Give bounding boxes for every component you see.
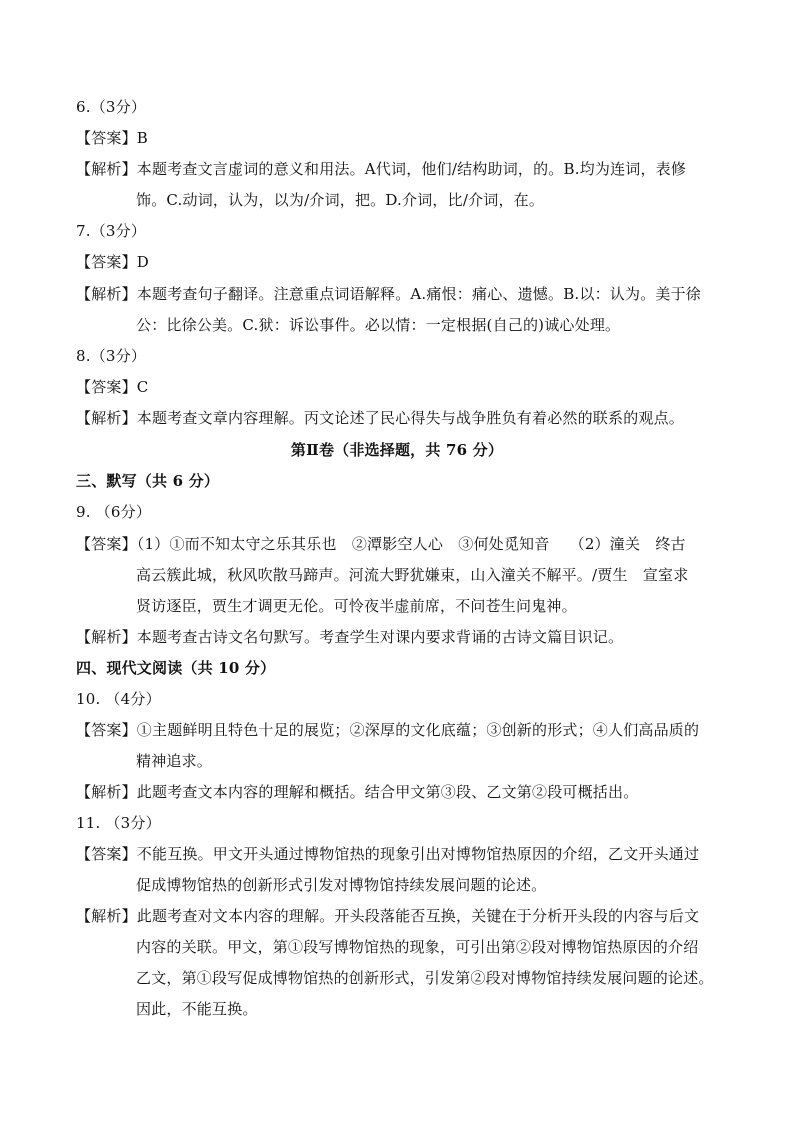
q9-answer-line-2: 高云簇此城，秋风吹散马蹄声。河流大野犹嫌束，山入潼关不解平。/贾生 宣室求 [136, 566, 689, 584]
q7-analysis-line-2: 公：比徐公美。C.狱：诉讼事件。必以情：一定根据(自己的)诚心处理。 [136, 316, 621, 334]
q9-answer-line-1: 【答案】（1）①而不知太守之乐其乐也 ②潭影空人心 ③何处觅知音 （2）潼关 终古 [76, 535, 686, 553]
q11-answer-line-2: 促成博物馆热的创新形式引发对博物馆持续发展问题的论述。 [136, 876, 547, 894]
q8-header: 8.（3分） [76, 347, 147, 365]
q11-header: 11. （3分） [76, 814, 161, 832]
q9-answer-line-3: 贤访逐臣，贾生才调更无伦。可怜夜半虚前席，不问苍生问鬼神。 [136, 597, 577, 615]
q11-analysis-line-2: 内容的关联。甲文，第①段写博物馆热的现象，可引出第②段对博物馆热原因的介绍 [136, 938, 699, 956]
q11-analysis-line-4: 因此，不能互换。 [136, 1000, 258, 1018]
q10-analysis-line-1: 【解析】此题考查文本内容的理解和概括。结合甲文第③段、乙文第②段可概括出。 [76, 783, 639, 801]
q6-answer: 【答案】B [76, 129, 149, 147]
q11-analysis-line-1: 【解析】此题考查对文本内容的理解。开头段落能否互换，关键在于分析开头段的内容与后文 [76, 907, 700, 925]
q7-answer: 【答案】D [76, 253, 150, 271]
q6-header: 6.（3分） [76, 98, 147, 116]
q9-header: 9. （6分） [76, 503, 152, 521]
q10-answer-line-1: 【答案】①主题鲜明且特色十足的展览；②深厚的文化底蕴；③创新的形式；④人们高品质的 [76, 721, 700, 739]
q7-header: 7.（3分） [76, 222, 147, 240]
q10-header: 10. （4分） [76, 690, 161, 708]
q6-analysis-line-1: 【解析】本题考查文言虚词的意义和用法。A代词，他们/结构助词，的。B.均为连词，表修 [76, 160, 687, 178]
q7-analysis-line-1: 【解析】本题考查句子翻译。注意重点词语解释。A.痛恨：痛心、遗憾。B.以：认为。美于徐 [76, 285, 701, 303]
q9-analysis-line-1: 【解析】本题考查古诗文名句默写。考查学生对课内要求背诵的古诗文篇目识记。 [76, 628, 624, 646]
q11-analysis-line-3: 乙文，第①段写促成博物馆热的创新形式，引发第②段对博物馆持续发展问题的论述。 [136, 969, 714, 987]
section-4-heading: 四、现代文阅读（共 10 分） [76, 659, 276, 677]
q6-analysis-line-2: 饰。C.动词，认为，以为/介词，把。D.介词，比/介词，在。 [136, 191, 545, 209]
section-3-heading: 三、默写（共 6 分） [76, 472, 220, 490]
volume-title: 第Ⅱ卷（非选择题，共 76 分） [290, 441, 504, 459]
q10-answer-line-2: 精神追求。 [136, 752, 213, 770]
q8-answer: 【答案】C [76, 378, 149, 396]
q11-answer-line-1: 【答案】不能互换。甲文开头通过博物馆热的现象引出对博物馆热原因的介绍，乙文开头通过 [76, 845, 700, 863]
q8-analysis-line-1: 【解析】本题考查文章内容理解。丙文论述了民心得失与战争胜负有着必然的联系的观点。 [76, 409, 685, 427]
